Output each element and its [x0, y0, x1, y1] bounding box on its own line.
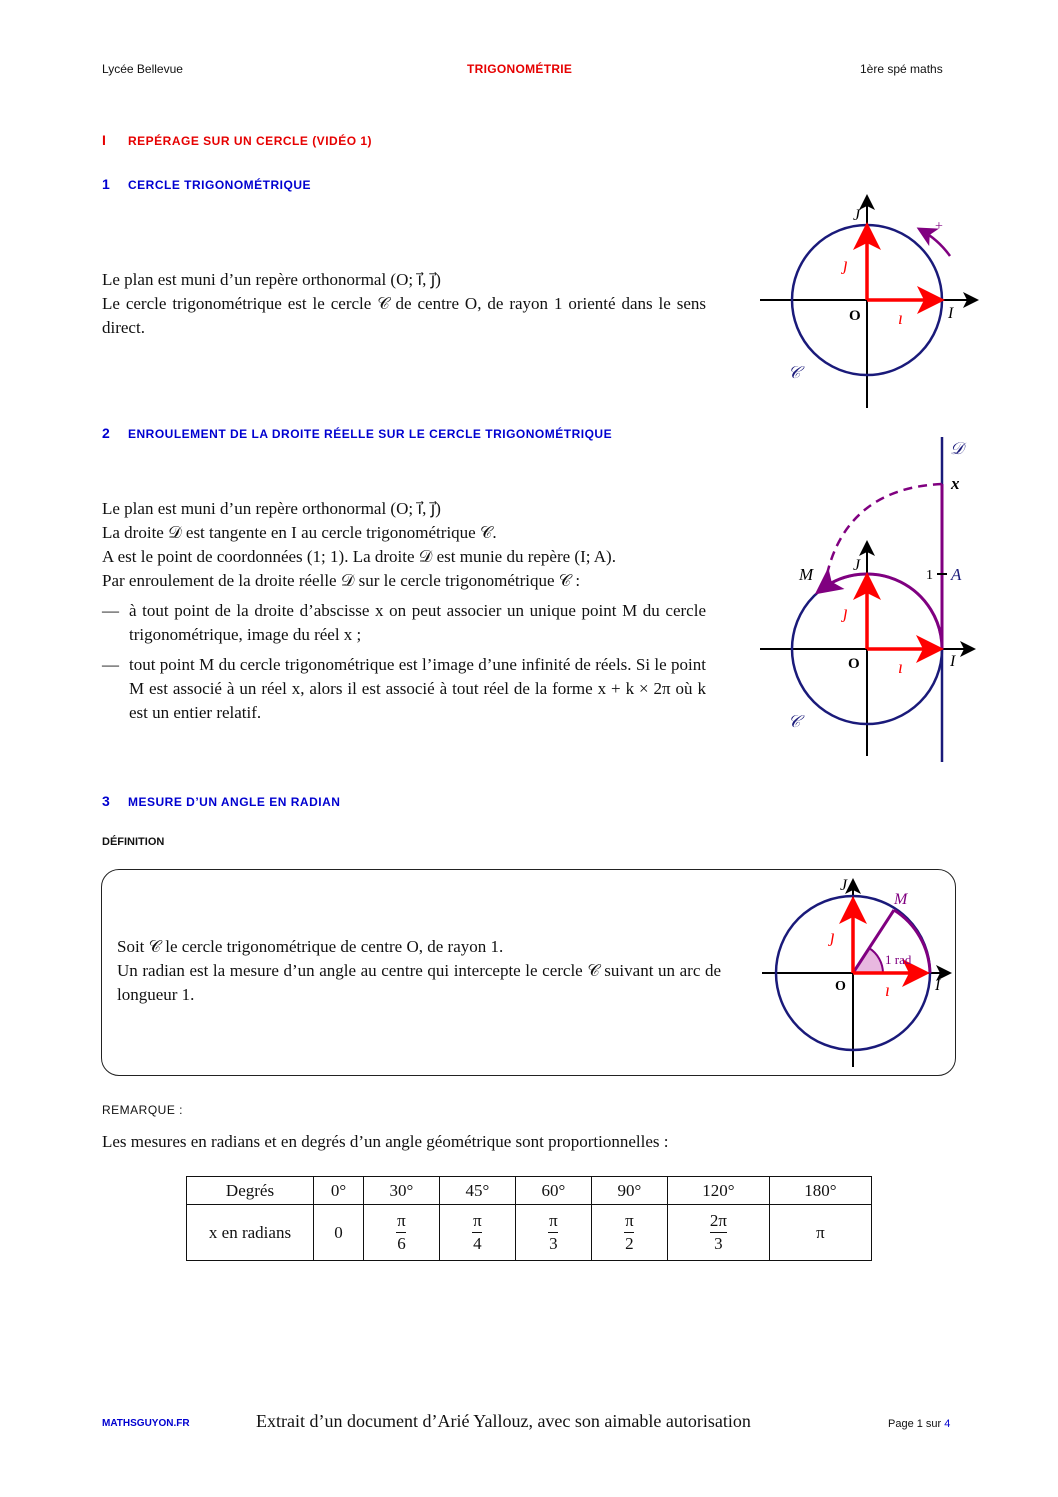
label-M: M — [799, 565, 814, 584]
label-M: M — [894, 891, 908, 908]
label-I: I — [948, 305, 954, 322]
footer-credit: Extrait d’un document d’Arié Yallouz, avec son aimable autorisation — [256, 1411, 751, 1431]
section-3-heading — [102, 793, 340, 809]
label-C: 𝒞 — [788, 363, 801, 382]
text-line: Un radian est la mesure d’un angle au centre qui intercepte le cercle 𝒞 suivant un arc de longueur 1. — [117, 961, 721, 1004]
text-line: Le cercle trigonométrique est le cercle 𝒞 de centre O, de rayon 1 orienté dans le sens direct. — [102, 294, 706, 337]
text-line: A est le point de coordonnées (1; 1). La droite 𝒟 est munie du repère (I; A). — [102, 547, 616, 566]
bullet-dash: — — [102, 601, 119, 620]
winding-dashed-arrow — [825, 484, 942, 584]
text-line: La droite 𝒟 est tangente en I au cercle trigonométrique 𝒞. — [102, 523, 497, 542]
table-cell — [363, 1205, 439, 1261]
remark-label: REMARQUE : — [102, 1103, 184, 1117]
text-line: Soit 𝒞 le cercle trigonométrique de centre O, de rayon 1. — [117, 937, 504, 956]
label-A: A — [951, 565, 962, 584]
section-number: 3 — [102, 793, 111, 809]
part-title: REPÉRAGE SUR UN CERCLE (VIDÉO 1) — [128, 134, 373, 148]
label-i: ı⃗ — [885, 980, 905, 1000]
label-O: O — [848, 656, 860, 672]
plus-label: + — [935, 219, 943, 234]
section-2-heading — [102, 425, 612, 441]
section-1-text — [102, 268, 706, 340]
table-cell: 0° — [314, 1177, 364, 1205]
table-cell: 90° — [591, 1177, 667, 1205]
table-cell — [591, 1205, 667, 1261]
text-line: Le plan est muni d’un repère orthonormal (O; i⃗, j⃗) — [102, 270, 441, 289]
fraction: $\frac{2\pi}{3}$ — [709, 1211, 727, 1253]
table-cell: π — [769, 1205, 871, 1261]
label-j: ȷ⃗ — [830, 926, 850, 946]
table-cell — [667, 1205, 769, 1261]
bullet-dash: — — [102, 655, 119, 674]
label-J: J — [853, 207, 861, 224]
label-x: x — [951, 474, 960, 493]
section-title: MESURE D’UN ANGLE EN RADIAN — [128, 795, 341, 809]
label-j: ȷ⃗ — [843, 254, 863, 274]
part-number: I — [102, 132, 107, 148]
section-number: 2 — [102, 425, 111, 441]
radian-figure — [760, 872, 960, 1072]
label-O: O — [835, 979, 846, 994]
section-2-text — [102, 497, 706, 731]
label-i: ı⃗ — [898, 657, 918, 677]
remark-text: Les mesures en radians et en degrés d’un angle géométrique sont proportionnelles : — [102, 1132, 669, 1151]
list-item — [102, 653, 706, 725]
label-C: 𝒞 — [788, 712, 801, 731]
degree-radian-table — [186, 1176, 872, 1261]
table-cell: 45° — [439, 1177, 515, 1205]
label-i: ı⃗ — [898, 308, 918, 328]
fraction: $\frac{\pi}{2}$ — [625, 1211, 634, 1253]
table-cell: 0 — [314, 1205, 364, 1261]
wound-arc — [822, 574, 942, 649]
row-header: Degrés — [187, 1177, 314, 1205]
label-D: 𝒟 — [950, 439, 964, 458]
list-item-text: à tout point de la droite d’abscisse x on peut associer un unique point M du cercle trigonométrique, image du réel x ; — [129, 601, 706, 644]
property-list — [102, 599, 706, 725]
page-total-link[interactable]: 4 — [944, 1418, 951, 1430]
label-J: J — [840, 877, 848, 894]
table-row-radians — [187, 1205, 872, 1261]
table-cell: 60° — [515, 1177, 591, 1205]
table-cell: 180° — [769, 1177, 871, 1205]
section-title: ENROULEMENT DE LA DROITE RÉELLE SUR LE CERCLE TRIGONOMÉTRIQUE — [128, 427, 613, 441]
text-line: Par enroulement de la droite réelle 𝒟 sur le cercle trigonométrique 𝒞 : — [102, 571, 581, 590]
label-J: J — [853, 557, 861, 574]
label-1: 1 — [926, 568, 933, 583]
fraction: $\frac{\pi}{4}$ — [473, 1211, 482, 1253]
header-school: Lycée Bellevue — [102, 62, 183, 76]
part-heading — [102, 132, 372, 148]
label-O: O — [849, 308, 861, 324]
header-title: TRIGONOMÉTRIE — [467, 62, 573, 76]
definition-label: DÉFINITION — [102, 836, 165, 848]
label-I: I — [935, 977, 941, 994]
trig-circle-figure — [755, 190, 985, 412]
footer-page-number: Page 1 sur 4 — [888, 1418, 951, 1430]
section-number: 1 — [102, 176, 111, 192]
text-line: Le plan est muni d’un repère orthonormal (O; i⃗, j⃗) — [102, 499, 441, 518]
list-item-text: tout point M du cercle trigonométrique est l’image d’une infinité de réels. Si le point M est associé à un réel x, alors il est associé à tout réel de la forme x + k × 2π où k est un entier relatif. — [129, 655, 706, 722]
winding-figure — [760, 432, 980, 772]
table-cell: 120° — [667, 1177, 769, 1205]
list-item — [102, 599, 706, 647]
header-class: 1ère spé maths — [860, 62, 943, 76]
label-I: I — [950, 653, 956, 670]
section-1-heading — [102, 176, 311, 192]
definition-text — [117, 935, 721, 1007]
label-1-rad: 1 rad — [885, 952, 912, 967]
table-cell: 30° — [363, 1177, 439, 1205]
table-cell — [439, 1205, 515, 1261]
section-title: CERCLE TRIGONOMÉTRIQUE — [128, 178, 312, 192]
table-cell — [515, 1205, 591, 1261]
footer-site-link[interactable]: MATHSGUYON.FR — [102, 1418, 190, 1429]
fraction: $\frac{\pi}{6}$ — [397, 1211, 406, 1253]
table-row-degrees — [187, 1177, 872, 1205]
fraction: $\frac{\pi}{3}$ — [549, 1211, 558, 1253]
row-header: x en radians — [187, 1205, 314, 1261]
label-j: ȷ⃗ — [843, 602, 863, 622]
